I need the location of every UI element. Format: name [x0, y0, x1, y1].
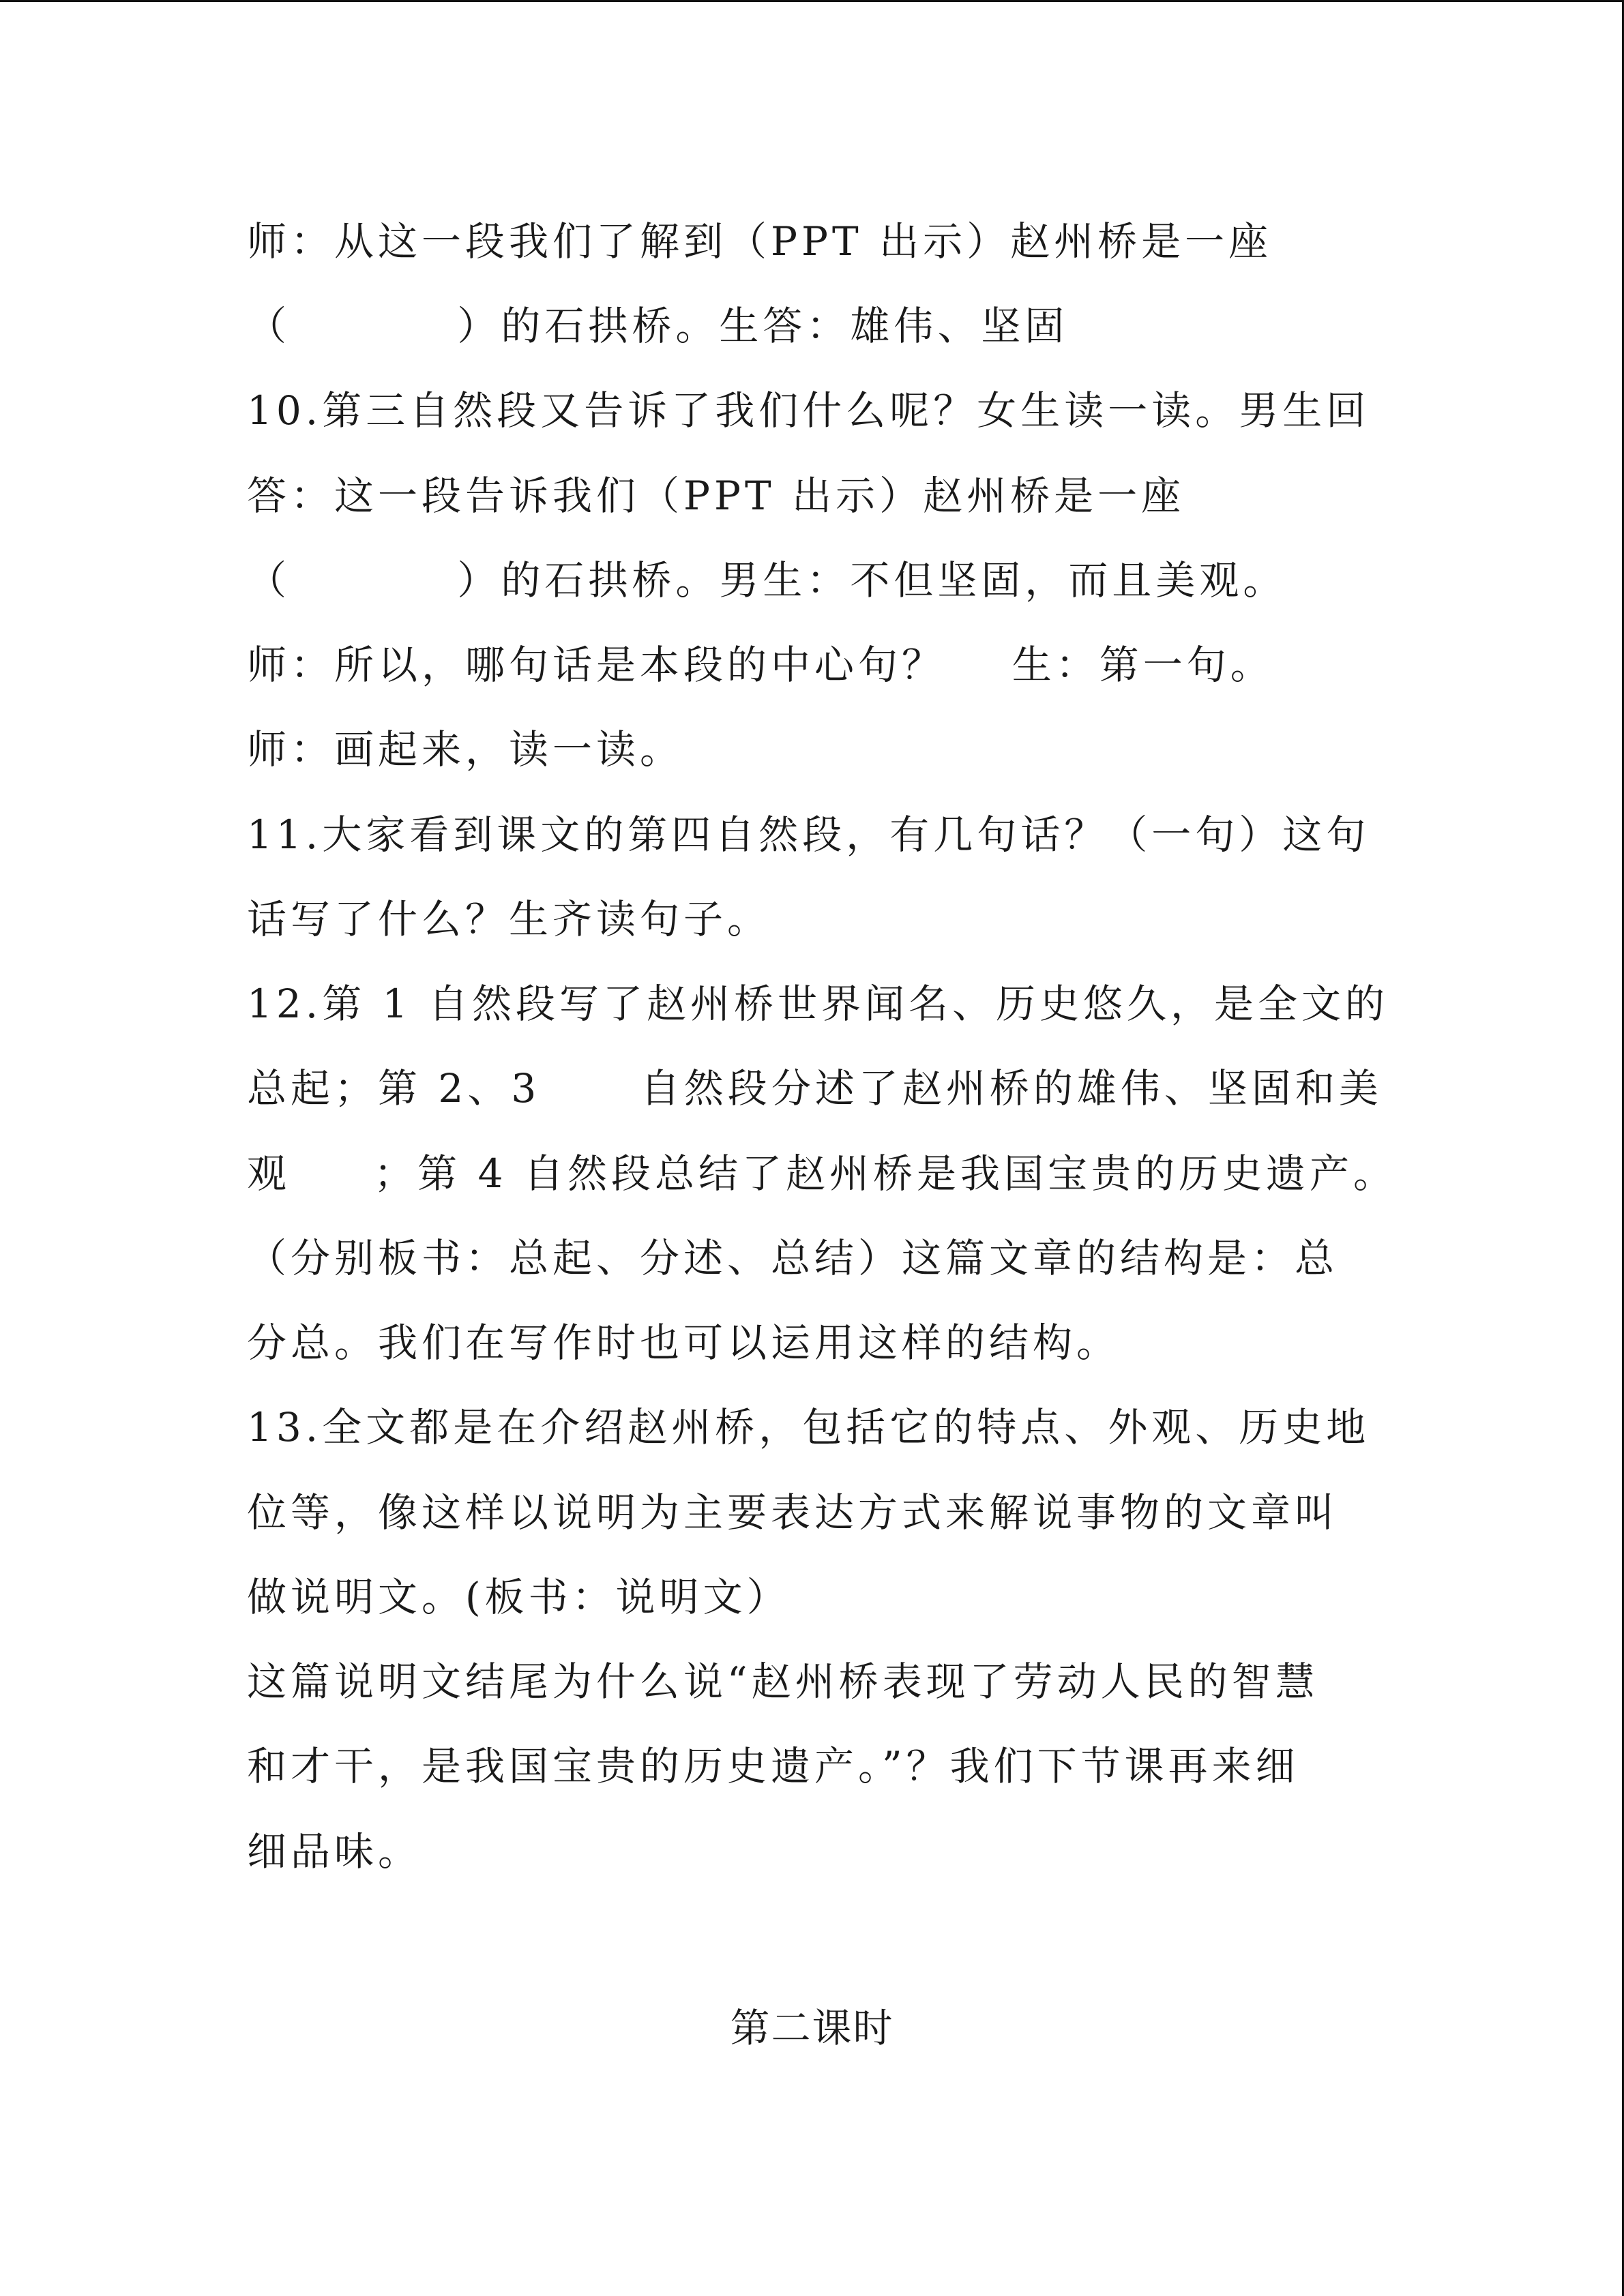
text-line: 答：这一段告诉我们（PPT 出示）赵州桥是一座 — [247, 473, 1185, 519]
text-line: （分别板书：总起、分述、总结）这篇文章的结构是：总 — [247, 1235, 1339, 1281]
text-line: 总起；第 2、3 自然段分述了赵州桥的雄伟、坚固和美 — [247, 1065, 1383, 1112]
text-line: 11.大家看到课文的第四自然段，有几句话？（一句）这句 — [247, 811, 1370, 858]
page-border-top — [0, 0, 1624, 2]
text-line: 师：从这一段我们了解到（PPT 出示）赵州桥是一座 — [247, 218, 1273, 265]
text-line: 分总。我们在写作时也可以运用这样的结构。 — [247, 1320, 1121, 1366]
text-line: 位等，像这样以说明为主要表达方式来解说事物的文章叫 — [247, 1489, 1339, 1536]
text-line: 师：所以，哪句话是本段的中心句？ 生：第一句。 — [247, 642, 1274, 688]
text-line: 话写了什么？生齐读句子。 — [247, 896, 771, 942]
section-heading: 第二课时 — [730, 2005, 894, 2051]
text-line: 这篇说明文结尾为什么说“赵州桥表现了劳动人民的智慧 — [247, 1658, 1319, 1705]
text-line: 观 ；第 4 自然段总结了赵州桥是我国宝贵的历史遗产。 — [247, 1150, 1397, 1197]
text-line: （ ）的石拱桥。生答：雄伟、坚固 — [247, 303, 1069, 349]
text-line: 12.第 1 自然段写了赵州桥世界闻名、历史悠久，是全文的 — [247, 981, 1389, 1027]
text-line: 细品味。 — [247, 1828, 422, 1875]
text-line: 做说明文。(板书：说明文） — [247, 1574, 791, 1620]
text-line: （ ）的石拱桥。男生：不但坚固，而且美观。 — [247, 557, 1287, 603]
text-line: 和才干，是我国宝贵的历史遗产。”？我们下节课再来细 — [247, 1743, 1299, 1789]
text-line: 13.全文都是在介绍赵州桥，包括它的特点、外观、历史地 — [247, 1404, 1370, 1450]
text-line: 10.第三自然段又告诉了我们什么呢？女生读一读。男生回 — [247, 387, 1370, 434]
text-line: 师：画起来，读一读。 — [247, 726, 684, 773]
